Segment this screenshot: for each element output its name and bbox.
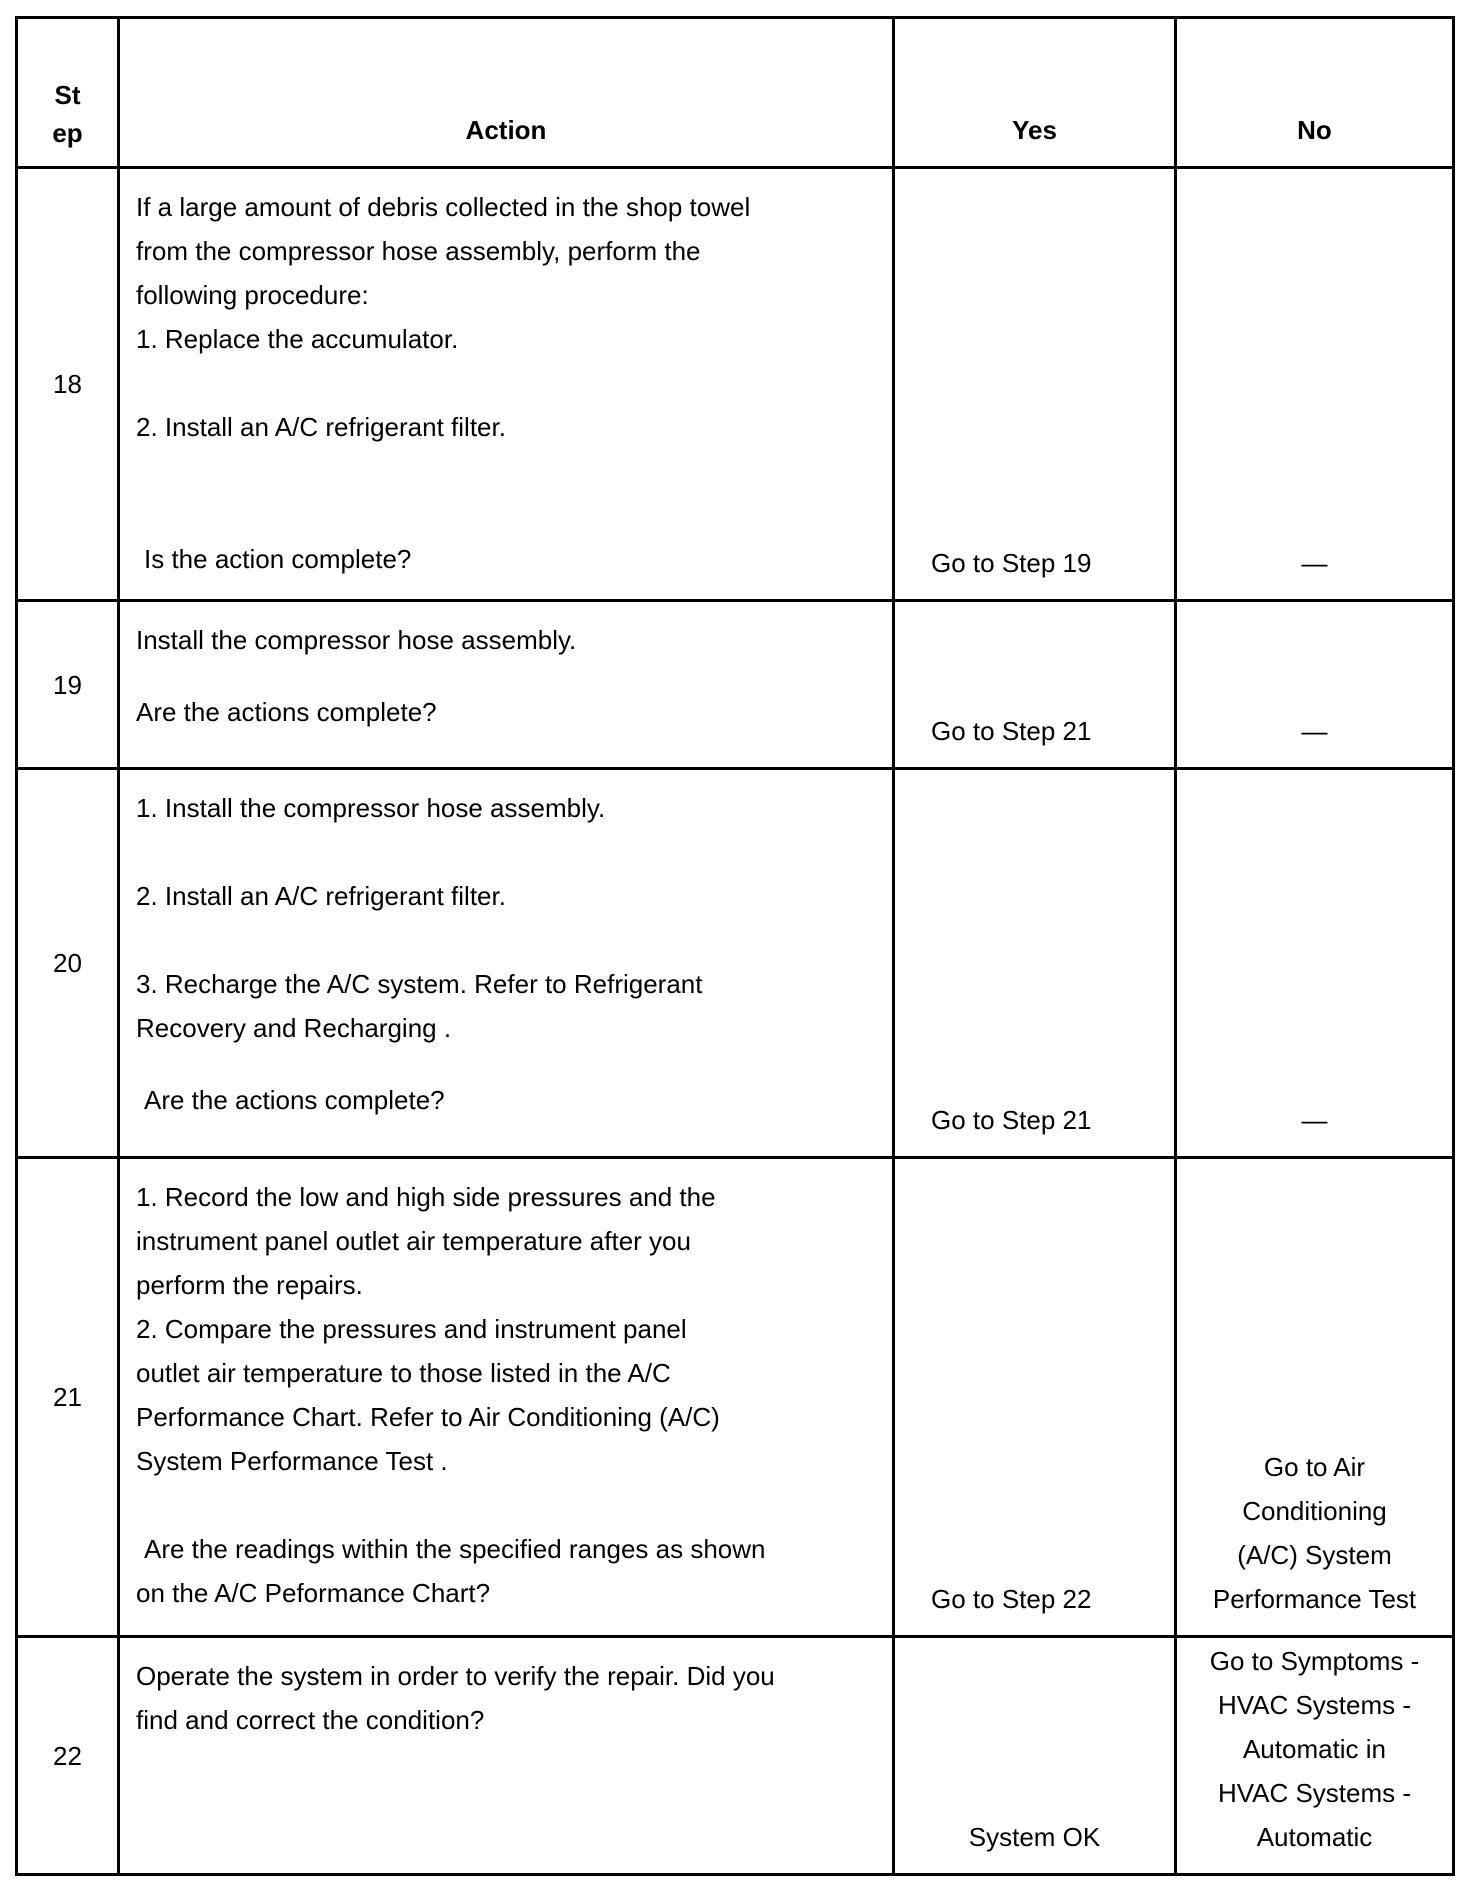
action-line: from the compressor hose assembly, perform the — [136, 236, 701, 266]
action-question: Is the action complete? — [144, 544, 412, 574]
diagnostic-table — [15, 16, 1455, 1876]
action-line: If a large amount of debris collected in the shop towel — [136, 192, 751, 222]
action-line: find and correct the condition? — [136, 1705, 485, 1735]
action-line: 3. Recharge the A/C system. Refer to Refrigerant — [136, 969, 703, 999]
no-line: HVAC Systems - — [1217, 1778, 1412, 1808]
action-line: Install the compressor hose assembly. — [136, 625, 577, 655]
action-question: on the A/C Peformance Chart? — [136, 1578, 491, 1608]
step-20-number: 20 — [18, 770, 117, 1156]
step-18-action — [120, 169, 892, 599]
action-question: Are the readings within the specified ranges as shown — [144, 1534, 766, 1564]
action-line: 1. Record the low and high side pressures and the — [136, 1182, 716, 1212]
no-line: Automatic — [1256, 1822, 1373, 1852]
action-line: perform the repairs. — [136, 1270, 363, 1300]
header-step — [18, 19, 117, 166]
action-line: outlet air temperature to those listed in the A/C — [136, 1358, 671, 1388]
step-19-number: 19 — [18, 602, 117, 767]
action-line: Performance Chart. Refer to Air Conditioning (A/C) — [136, 1402, 720, 1432]
step-19-action — [120, 602, 892, 767]
step-19-no: — — [1177, 602, 1452, 767]
action-line: Recovery and Recharging . — [136, 1013, 452, 1043]
action-line: 2. Install an A/C refrigerant filter. — [136, 881, 506, 911]
step-21-action — [120, 1159, 892, 1635]
header-no: No — [1177, 19, 1452, 166]
no-line: Go to Air — [1263, 1452, 1366, 1482]
step-22-number: 22 — [18, 1638, 117, 1873]
action-line: instrument panel outlet air temperature after you — [136, 1226, 691, 1256]
header-step-line1: St — [54, 80, 81, 110]
step-22-yes: System OK — [895, 1638, 1174, 1873]
action-line: System Performance Test . — [136, 1446, 448, 1476]
no-line: Automatic in — [1242, 1734, 1387, 1764]
header-step-line2: ep — [52, 118, 83, 148]
action-question: Are the actions complete? — [144, 1085, 445, 1115]
action-line: 1. Replace the accumulator. — [136, 324, 459, 354]
step-18-no: — — [1177, 169, 1452, 599]
step-20-action — [120, 770, 892, 1156]
step-18-number: 18 — [18, 169, 117, 599]
no-line: Performance Test — [1212, 1584, 1417, 1614]
step-22-action — [120, 1638, 892, 1873]
header-yes: Yes — [895, 19, 1174, 166]
no-line: (A/C) System — [1237, 1540, 1392, 1570]
step-21-number: 21 — [18, 1159, 117, 1635]
step-20-yes: Go to Step 21 — [895, 770, 1174, 1156]
no-line: Go to Symptoms - — [1209, 1646, 1420, 1676]
action-line: 1. Install the compressor hose assembly. — [136, 793, 606, 823]
header-action: Action — [120, 19, 892, 166]
no-line: HVAC Systems - — [1217, 1690, 1412, 1720]
step-18-yes: Go to Step 19 — [895, 169, 1174, 599]
action-line: 2. Compare the pressures and instrument panel — [136, 1314, 687, 1344]
step-21-yes: Go to Step 22 — [895, 1159, 1174, 1635]
action-line: 2. Install an A/C refrigerant filter. — [136, 412, 506, 442]
step-21-no — [1177, 1159, 1452, 1635]
action-line: Operate the system in order to verify the repair. Did you — [136, 1661, 775, 1691]
action-question: Are the actions complete? — [136, 697, 437, 727]
no-line: Conditioning — [1242, 1496, 1387, 1526]
action-line: following procedure: — [136, 280, 369, 310]
step-20-no: — — [1177, 770, 1452, 1156]
step-22-no — [1177, 1638, 1452, 1873]
step-19-yes: Go to Step 21 — [895, 602, 1174, 767]
